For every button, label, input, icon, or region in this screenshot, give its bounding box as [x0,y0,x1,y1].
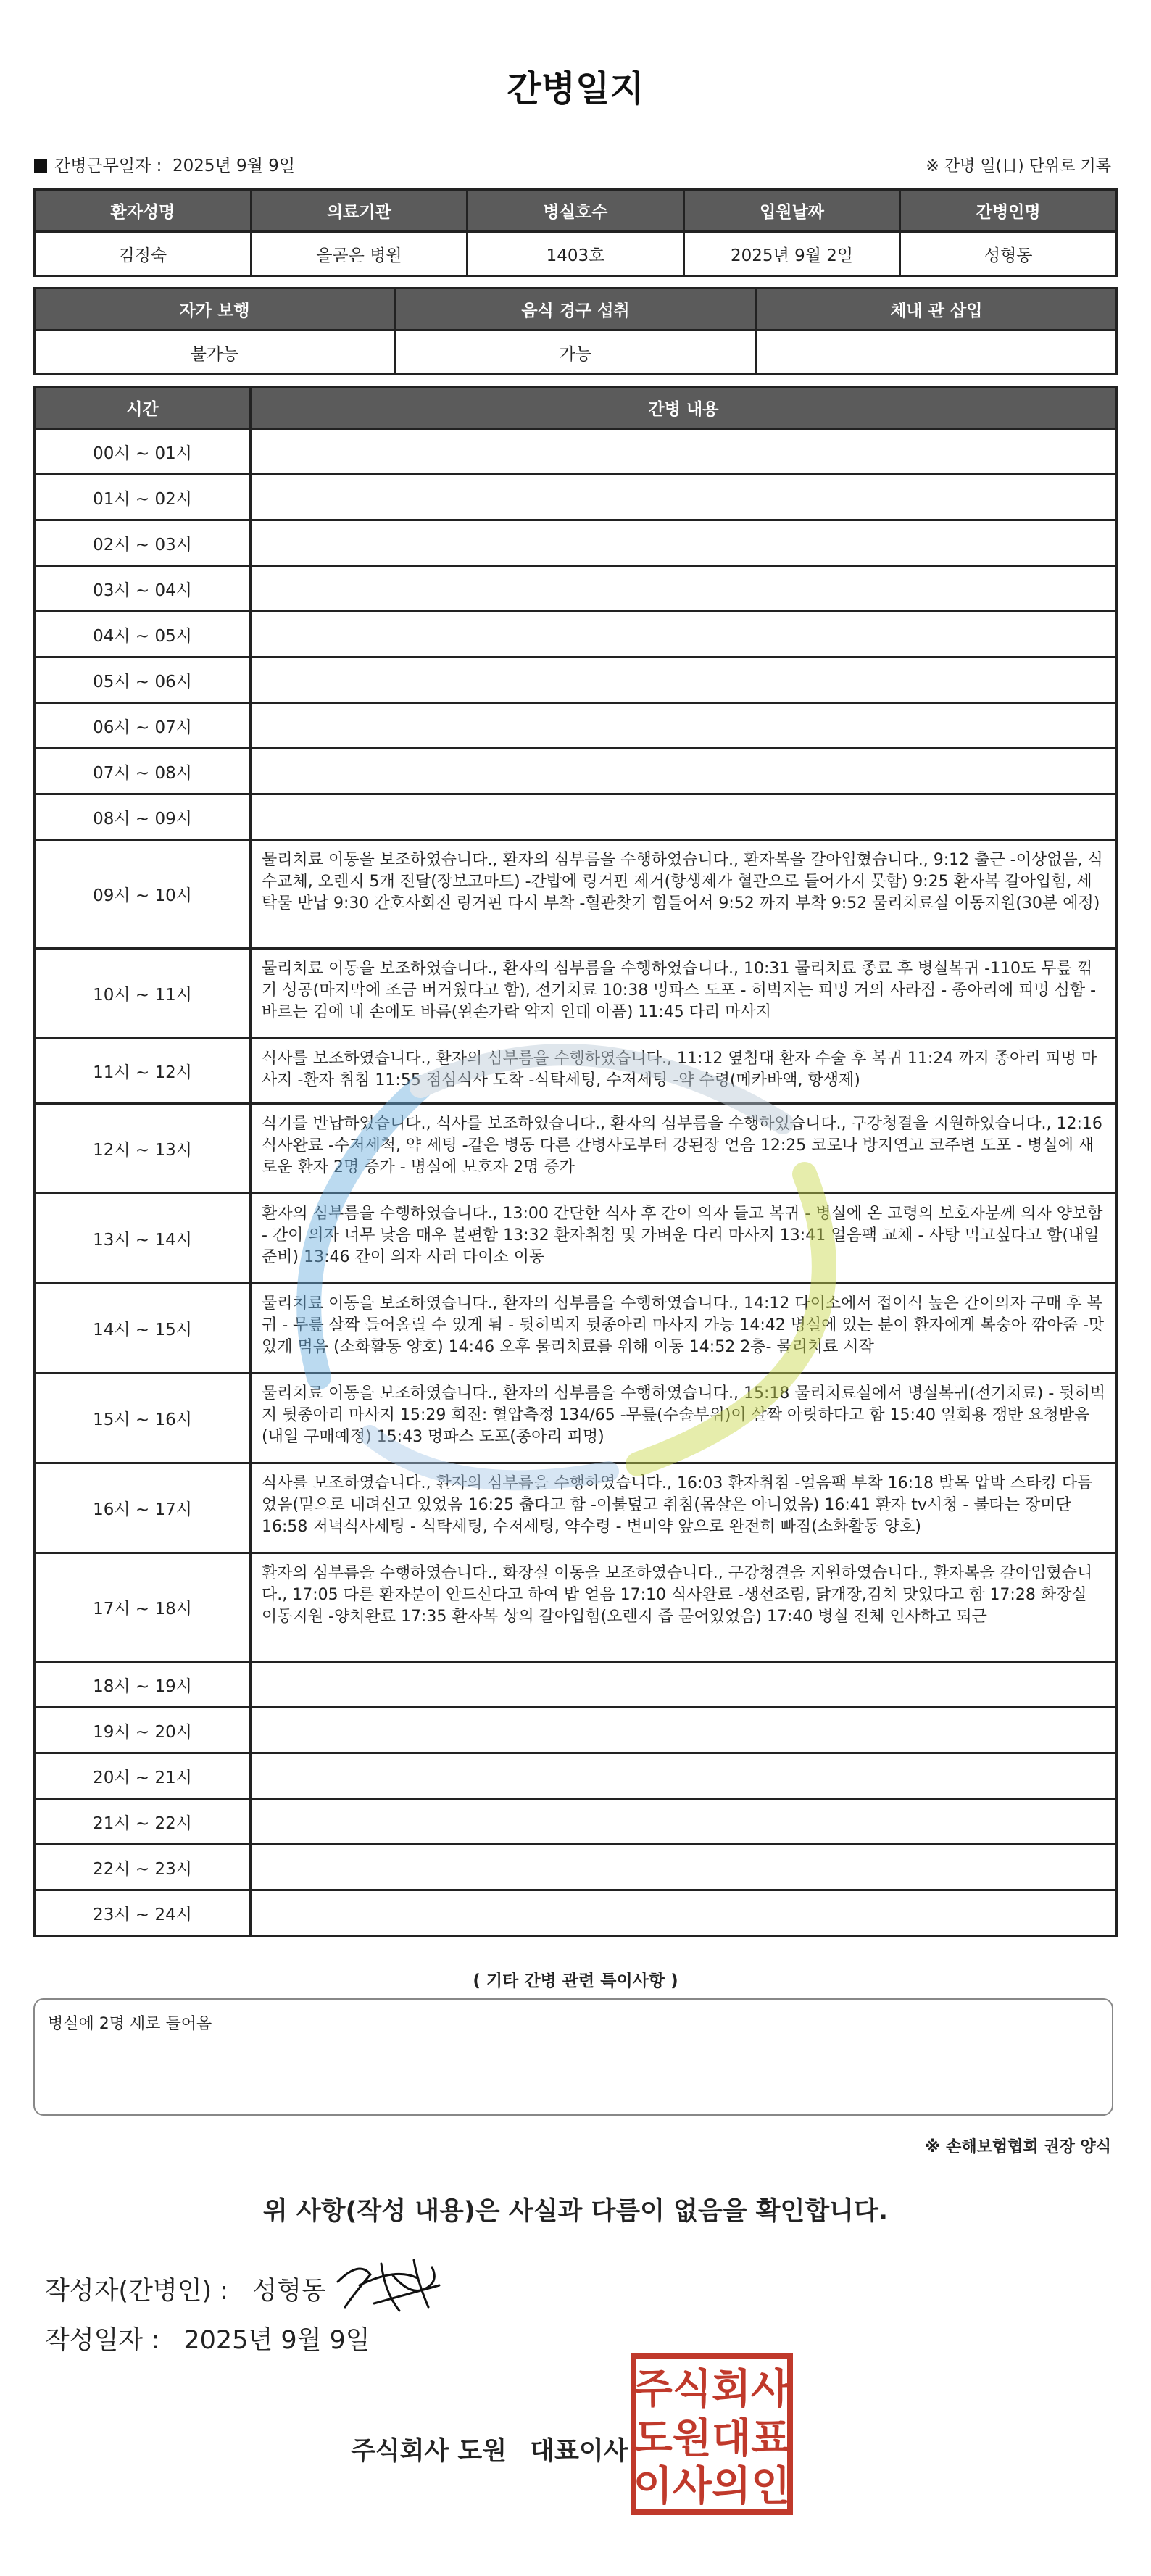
tube-value [756,331,1116,375]
svg-text:주식회사: 주식회사 [633,2366,791,2413]
work-date-label: 간병근무일자 [54,157,151,175]
log-time: 06시 ~ 07시 [35,703,251,749]
log-content [251,794,1117,840]
log-content: 물리치료 이동을 보조하였습니다., 환자의 심부름을 수행하였습니다., 14:12 다이소에서 접이식 높은 간이의자 구매 후 복귀 - 무릎 살짝 들어올릴 수 있게 됨 - 뒷허벅지 뒷종아리 마사지 가능 14:42 병실에 있는 분이 환자에게 복숭아 깎아줌 -맛있게 먹음 (소화활동 양호) 14:46 오후 물리치료를 위해 이동 14:52 2층- 물리치료 시작 [251,1284,1117,1374]
svg-text:이사의인: 이사의인 [633,2463,791,2510]
log-time: 10시 ~ 11시 [35,949,251,1039]
log-time: 13시 ~ 14시 [35,1194,251,1284]
header-oral-intake: 음식 경구 섭취 [395,288,757,331]
log-content [251,475,1117,520]
log-content: 식사를 보조하였습니다., 환자의 심부름을 수행하였습니다., 16:03 환자취침 -얼음팩 부착 16:18 발목 압박 스타킹 다듬었음(밑으로 내려신고 있었음 16:25 춥다고 함 -이불덮고 취침(몸살은 아니었음) 16:41 환자 tv시청 - 불타는 장미단 16:58 저녁식사세팅 - 식탁세팅, 수저세팅, 약수령 - 변비약 앞으로 완전히 빠짐(소화활동 양호) [251,1463,1117,1553]
log-row [35,749,1117,794]
patient-info-table [33,188,1118,277]
log-time: 00시 ~ 01시 [35,429,251,475]
walking-value: 불가능 [35,331,395,375]
log-row [35,1553,1117,1662]
other-notes-box [33,1998,1113,2116]
log-content [251,749,1117,794]
room-number: 1403호 [468,232,684,276]
log-time: 12시 ~ 13시 [35,1104,251,1194]
confirmation-statement: 위 사항(작성 내용)은 사실과 다름이 없음을 확인합니다. [262,2197,889,2226]
header-patient-name: 환자성명 [35,190,252,232]
header-tube: 체내 관 삽입 [756,288,1116,331]
log-row [35,1845,1117,1890]
log-time: 17시 ~ 18시 [35,1553,251,1662]
log-time: 05시 ~ 06시 [35,657,251,703]
work-date-value: 2025년 9월 9일 [173,157,296,175]
header-time: 시간 [35,387,251,429]
log-content: 물리치료 이동을 보조하였습니다., 환자의 심부름을 수행하였습니다., 15:18 물리치료실에서 병실복귀(전기치료) - 뒷허벅지 뒷종아리 마사지 15:29 회진: 혈압측정 134/65 -무릎(수술부위)이 살짝 아릿하다고 함 15:40 일회용 쟁반 요청받음(내일 구매예정) 15:43 멍파스 도포(종아리 피멍) [251,1374,1117,1463]
log-content [251,429,1117,475]
log-content [251,1845,1117,1890]
other-notes-title: ( 기타 간병 관련 특이사항 ) [473,1972,678,1990]
log-time: 11시 ~ 12시 [35,1039,251,1104]
log-content [251,1708,1117,1753]
signature-icon [331,2253,446,2318]
log-time: 18시 ~ 19시 [35,1662,251,1708]
company-role: 대표이사 [530,2437,628,2466]
log-content: 환자의 심부름을 수행하였습니다., 13:00 간단한 식사 후 간이 의자 들고 복귀 - 병실에 온 고령의 보호자분께 의자 양보함 - 간이 의자 너무 낮음 매우 불편함 13:32 환자취침 및 가벼운 다리 마사지 13:41 얼음팩 교체 - 사탕 먹고싶다고 함(내일 준비) 13:46 간이 의자 사러 다이소 이동 [251,1194,1117,1284]
log-row [35,1753,1117,1799]
log-content: 식사를 보조하였습니다., 환자의 심부름을 수행하였습니다., 11:12 옆침대 환자 수술 후 복귀 11:24 까지 종아리 피멍 마사지 -환자 취침 11:55 점심식사 도착 -식탁세팅, 수저세팅 -약 수령(메카바액, 항생제) [251,1039,1117,1104]
log-content [251,566,1117,612]
company-line [351,2431,628,2467]
log-row [35,1890,1117,1936]
log-row [35,794,1117,840]
log-content [251,520,1117,566]
log-row [35,1708,1117,1753]
log-row [35,657,1117,703]
log-time: 22시 ~ 23시 [35,1845,251,1890]
log-row [35,840,1117,949]
log-time: 02시 ~ 03시 [35,520,251,566]
log-row [35,566,1117,612]
log-time: 14시 ~ 15시 [35,1284,251,1374]
log-time: 01시 ~ 02시 [35,475,251,520]
writer-name: 성형동 [252,2277,326,2306]
square-bullet-icon [34,159,47,173]
log-row [35,1799,1117,1845]
log-time: 23시 ~ 24시 [35,1890,251,1936]
header-room: 병실호수 [468,190,684,232]
log-content [251,1799,1117,1845]
patient-name: 김정숙 [35,232,252,276]
unit-note: ※ 간병 일(日) 단위로 기록 [926,157,1111,175]
company-seal-icon [630,2352,794,2516]
work-date: 간병근무일자 : 2025년 9월 9일 [34,152,295,176]
oral-intake-value: 가능 [395,331,757,375]
log-content: 물리치료 이동을 보조하였습니다., 환자의 심부름을 수행하였습니다., 10:31 물리치료 종료 후 병실복귀 -110도 무릎 꺾기 성공(마지막에 조금 버거웠다고 함), 전기치료 10:38 멍파스 도포 - 허벅지는 피멍 거의 사라짐 - 종아리에 피멍 심함 - 바르는 김에 내 손에도 바름(왼손가락 약지 인대 아픔) 11:45 다리 마사지 [251,949,1117,1039]
log-content: 식기를 반납하였습니다., 식사를 보조하였습니다., 환자의 심부름을 수행하였습니다., 구강청결을 지원하였습니다., 12:16 식사완료 -수저세척, 약 세팅 -같은 병동 다른 간병사로부터 강된장 얻음 12:25 코로나 방지연고 코주변 도포 - 병실에 새로운 환자 2명 증가 - 병실에 보호자 2명 증가 [251,1104,1117,1194]
log-time: 15시 ~ 16시 [35,1374,251,1463]
svg-text:도원대표: 도원대표 [633,2415,791,2462]
form-note: ※ 손해보험협회 권장 양식 [925,2138,1111,2156]
log-content [251,657,1117,703]
patient-status-table [33,287,1118,375]
log-time: 20시 ~ 21시 [35,1753,251,1799]
other-notes-text: 병실에 2명 새로 들어옴 [48,2015,212,2033]
header-caregiver: 간병인명 [900,190,1117,232]
log-row [35,612,1117,657]
log-content: 환자의 심부름을 수행하였습니다., 화장실 이동을 보조하였습니다., 구강청결을 지원하였습니다., 환자복을 갈아입혔습니다., 17:05 다른 환자분이 안드신다고 하여 밥 얻음 17:10 식사완료 -생선조림, 닭개장,김치 맛있다고 함 17:28 화장실 이동지원 -양치완료 17:35 환자복 상의 갈아입힘(오렌지 즙 묻어있었음) 17:40 병실 전체 인사하고 퇴근 [251,1553,1117,1662]
log-row [35,703,1117,749]
hospital: 을곧은 병원 [251,232,468,276]
log-content [251,612,1117,657]
company-name: 주식회사 도원 [351,2437,507,2466]
header-hospital: 의료기관 [251,190,468,232]
writer-label: 작성자(간병인) : [45,2277,229,2306]
log-time: 19시 ~ 20시 [35,1708,251,1753]
log-time: 07시 ~ 08시 [35,749,251,794]
log-content [251,1890,1117,1936]
log-time: 03시 ~ 04시 [35,566,251,612]
watermark-logo-icon [232,1000,884,1508]
log-row [35,1662,1117,1708]
admission-date: 2025년 9월 2일 [683,232,900,276]
header-admission-date: 입원날짜 [683,190,900,232]
log-time: 08시 ~ 09시 [35,794,251,840]
log-content [251,1662,1117,1708]
header-walking: 자가 보행 [35,288,395,331]
log-row [35,520,1117,566]
log-time: 09시 ~ 10시 [35,840,251,949]
log-row [35,475,1117,520]
caregiver-name: 성형동 [900,232,1117,276]
write-date-line [45,2320,370,2356]
log-content: 물리치료 이동을 보조하였습니다., 환자의 심부름을 수행하였습니다., 환자복을 갈아입혔습니다., 9:12 출근 -이상없음, 식수교체, 오렌지 5개 전달(장보고마트) -간밥에 링거핀 제거(항생제가 혈관으로 들어가지 못함) 9:25 환자복 갈아입힘, 세탁물 반납 9:30 간호사회진 링거핀 다시 부착 -혈관찾기 힘들어서 9:52 까지 부착 9:52 물리치료실 이동지원(30분 예정) [251,840,1117,949]
writer-line [45,2271,326,2307]
log-content [251,1753,1117,1799]
log-time: 21시 ~ 22시 [35,1799,251,1845]
write-date-value: 2025년 9월 9일 [183,2326,370,2355]
log-time: 04시 ~ 05시 [35,612,251,657]
document-title: 간병일지 [507,68,644,109]
write-date-label: 작성일자 : [45,2326,160,2355]
log-content [251,703,1117,749]
log-time: 16시 ~ 17시 [35,1463,251,1553]
log-row [35,429,1117,475]
header-care-content: 간병 내용 [251,387,1117,429]
